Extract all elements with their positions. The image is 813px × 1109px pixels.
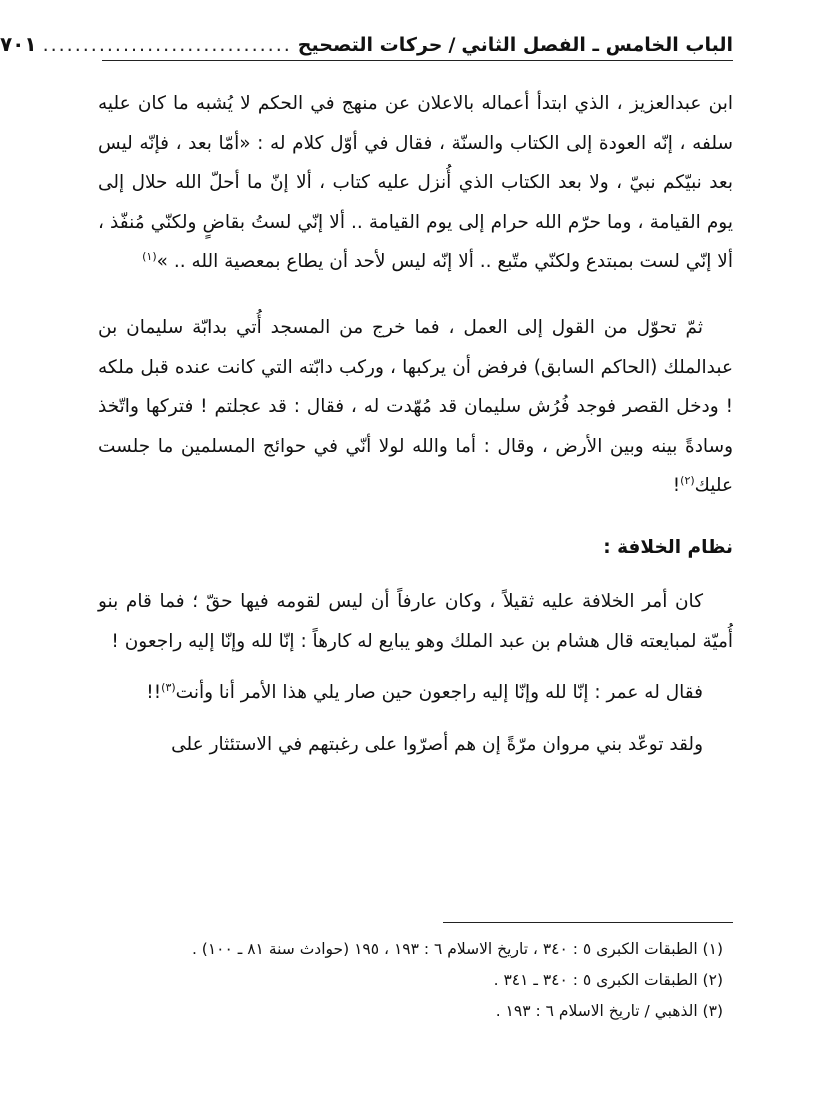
footnote-ref-2: (٢): [680, 474, 695, 488]
running-header: [0, 32, 733, 61]
footnote-2: (٢) الطبقات الكبرى ٥ : ٣٤٠ ـ ٣٤١ .: [493, 971, 723, 989]
paragraph-1: ابن عبدالعزيز ، الذي ابتدأ أعماله بالاعلان عن منهج في الحكم لا يُشبه ما كان عليه سلفه ، إنّه العودة إلى الكتاب والسنّة ، فقال في أوّل كلام له : «أمّا بعد ، فإنّه ليس بعد نبيّكم نبيّ ، ولا بعد الكتاب الذي أُنزل عليه كتاب ، ألا إنّ ما أحلّ الله حلال إلى يوم القيامة ، وما حرّم الله حرام إلى يوم القيامة .. ألا إنّي لستُ بقاضٍ ولكنّي مُنفّذ ، ألا إنّي لست بمبتدع ولكنّي متّبع .. ألا إنّه ليس لأحد أن يطاع بمعصية الله .. »$^{(١)}$: [98, 93, 733, 273]
chapter-title: الباب الخامس ـ الفصل الثاني: [461, 34, 733, 56]
footnote-ref-1: (١): [142, 250, 157, 264]
leader-dots: ...............................: [42, 34, 292, 56]
footnote-ref-3: (٣): [161, 680, 176, 694]
paragraph-3: كان أمر الخلافة عليه ثقيلاً ، وكان عارفاً أن ليس لقومه فيها حقّ ؛ فما قام بنو أُميّة لمبايعته قال هشام بن عبد الملك وهو يبايع له كارهاً : إنّا لله وإنّا إليه راجعون !: [98, 590, 733, 652]
section-title: حركات التصحيح: [297, 34, 443, 56]
paragraph-5: ولقد توعّد بني مروان مرّةً إن هم أصرّوا على رغبتهم في الاستئثار على: [171, 733, 703, 755]
footnote-3: (٣) الذهبي / تاريخ الاسلام ٦ : ١٩٣ .: [495, 1002, 723, 1020]
footnote-1: (١) الطبقات الكبرى ٥ : ٣٤٠ ، تاريخ الاسلام ٦ : ١٩٣ ، ١٩٥ (حوادث سنة ٨١ ـ ١٠٠) .: [191, 940, 723, 958]
page-number: ٧٠١: [0, 32, 37, 56]
main-text: [98, 84, 733, 764]
paragraph-4: فقال له عمر : إنّا لله وإنّا إليه راجعون حين صار يلي هذا الأمر أنا وأنت$^{(٣)}$!!: [146, 680, 703, 704]
footnotes: [98, 934, 723, 1027]
section-heading: نظام الخلافة :: [603, 536, 733, 558]
paragraph-2: ثمّ تحوّل من القول إلى العمل ، فما خرج من المسجد أُتي بدابّة سليمان بن عبدالملك (الحاكم السابق) فرفض أن يركبها ، وركب دابّته التي كانت عنده قبل ملكه ! ودخل القصر فوجد فُرُش سليمان قد مُهّدت له ، فقال : قد عجلتم ! فتركها واتّخذ وسادةً بينه وبين الأرض ، وقال : أما والله لولا أنّي في حوائج المسلمين ما جلست عليك$^{(٢)}$!: [98, 316, 733, 497]
footnote-divider: [443, 922, 733, 923]
header-separator: /: [448, 34, 456, 56]
